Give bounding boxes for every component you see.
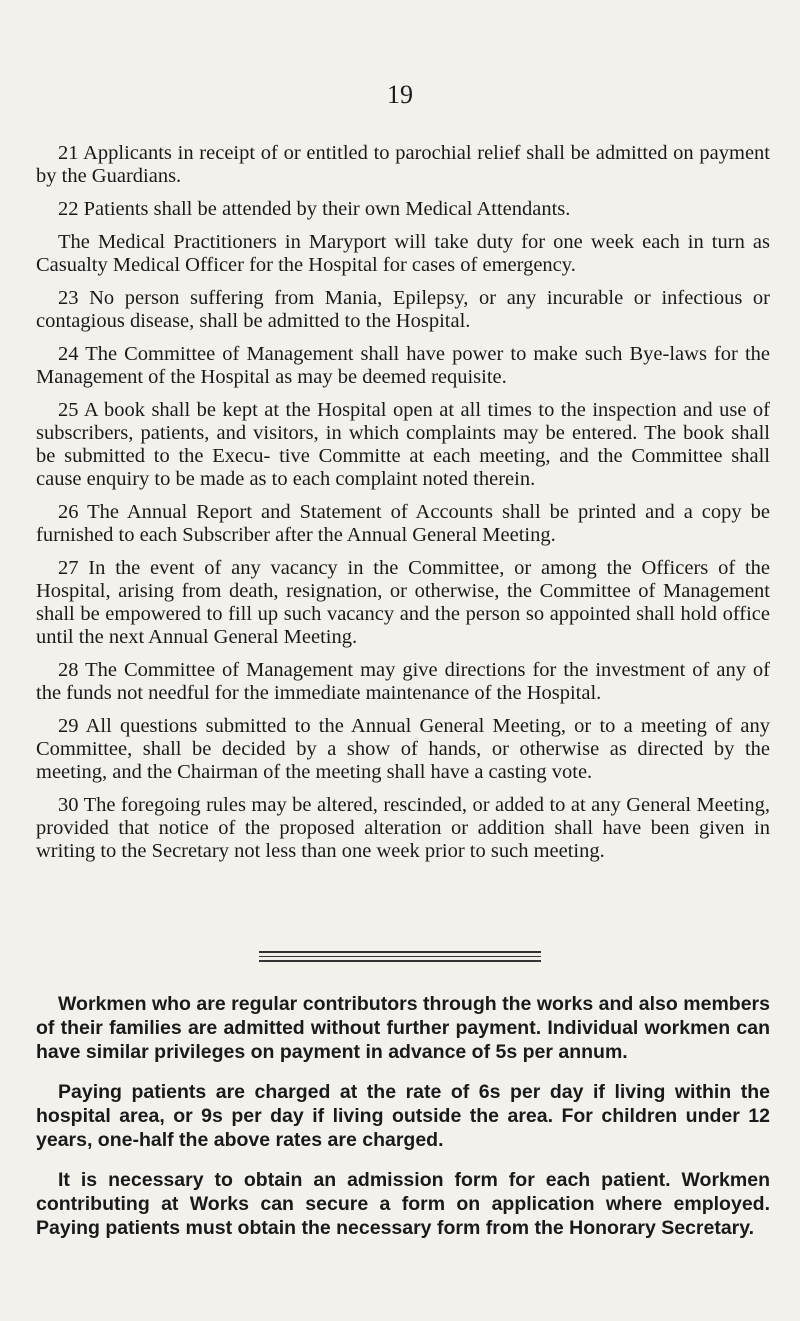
- rule-21: 21 Applicants in receipt of or entitled to parochial relief shall be admitted on payment by the Guardians.: [36, 142, 770, 187]
- rule-26: 26 The Annual Report and Statement of Accounts shall be printed and a copy be furnished to each Subscriber after the Annual General Meeting.: [36, 501, 770, 546]
- rule-22: 22 Patients shall be attended by their own Medical Attendants.: [58, 198, 571, 220]
- notice-workmen-contributors: Workmen who are regular contributors through the works and also members of their families are admitted without further payment. Individual workmen can have similar privileges on payment in advance of 5s per annum.: [36, 993, 770, 1063]
- notice-admission-form: It is necessary to obtain an admission form for each patient. Workmen contributing at Works can secure a form on application where employed. Paying patients must obtain the necessary form from the Honorary Secretary.: [36, 1169, 770, 1239]
- rule-27: 27 In the event of any vacancy in the Committee, or among the Officers of the Hospital, arising from death, resignation, or otherwise, the Committee of Management shall be empowered to fill up such vacancy and the person so appointed shall hold office until the next Annual General Meeting.: [36, 557, 770, 648]
- divider-line-top: [259, 951, 541, 953]
- rule-23: 23 No person suffering from Mania, Epilepsy, or any incurable or infectious or contagious disease, shall be admitted to the Hospital.: [36, 287, 770, 332]
- rule-25: 25 A book shall be kept at the Hospital open at all times to the inspection and use of subscribers, patients, and visitors, in which complaints may be entered. The book shall be submitted to the Execu- tive Committe at each meeting, and the Committee shall cause enquiry to be made as to each complaint noted therein.: [36, 399, 770, 490]
- rule-28: 28 The Committee of Management may give directions for the investment of any of the funds not needful for the immediate maintenance of the Hospital.: [36, 659, 770, 704]
- rule-29: 29 All questions submitted to the Annual General Meeting, or to a meeting of any Committee, shall be decided by a show of hands, or otherwise as directed by the meeting, and the Chairman of the meeting shall have a casting vote.: [36, 715, 770, 783]
- page-number: 19: [387, 80, 413, 109]
- divider-line-middle: [259, 956, 541, 957]
- rules-section: [36, 142, 770, 873]
- section-divider: [259, 951, 541, 965]
- rule-22-casualty-note: The Medical Practitioners in Maryport will take duty for one week each in turn as Casualty Medical Officer for the Hospital for cases of emergency.: [36, 231, 770, 276]
- rule-24: 24 The Committee of Management shall have power to make such Bye-laws for the Management of the Hospital as may be deemed requisite.: [36, 343, 770, 388]
- rule-30: 30 The foregoing rules may be altered, rescinded, or added to at any General Meeting, provided that notice of the proposed alteration or addition shall have been given in writing to the Secretary not less than one week prior to such meeting.: [36, 794, 770, 862]
- divider-line-bottom: [259, 960, 541, 962]
- notice-paying-patients-rates: Paying patients are charged at the rate of 6s per day if living within the hospital area, or 9s per day if living outside the area. For children under 12 years, one-half the above rates are charged.: [36, 1081, 770, 1151]
- notices-section: [36, 992, 770, 1256]
